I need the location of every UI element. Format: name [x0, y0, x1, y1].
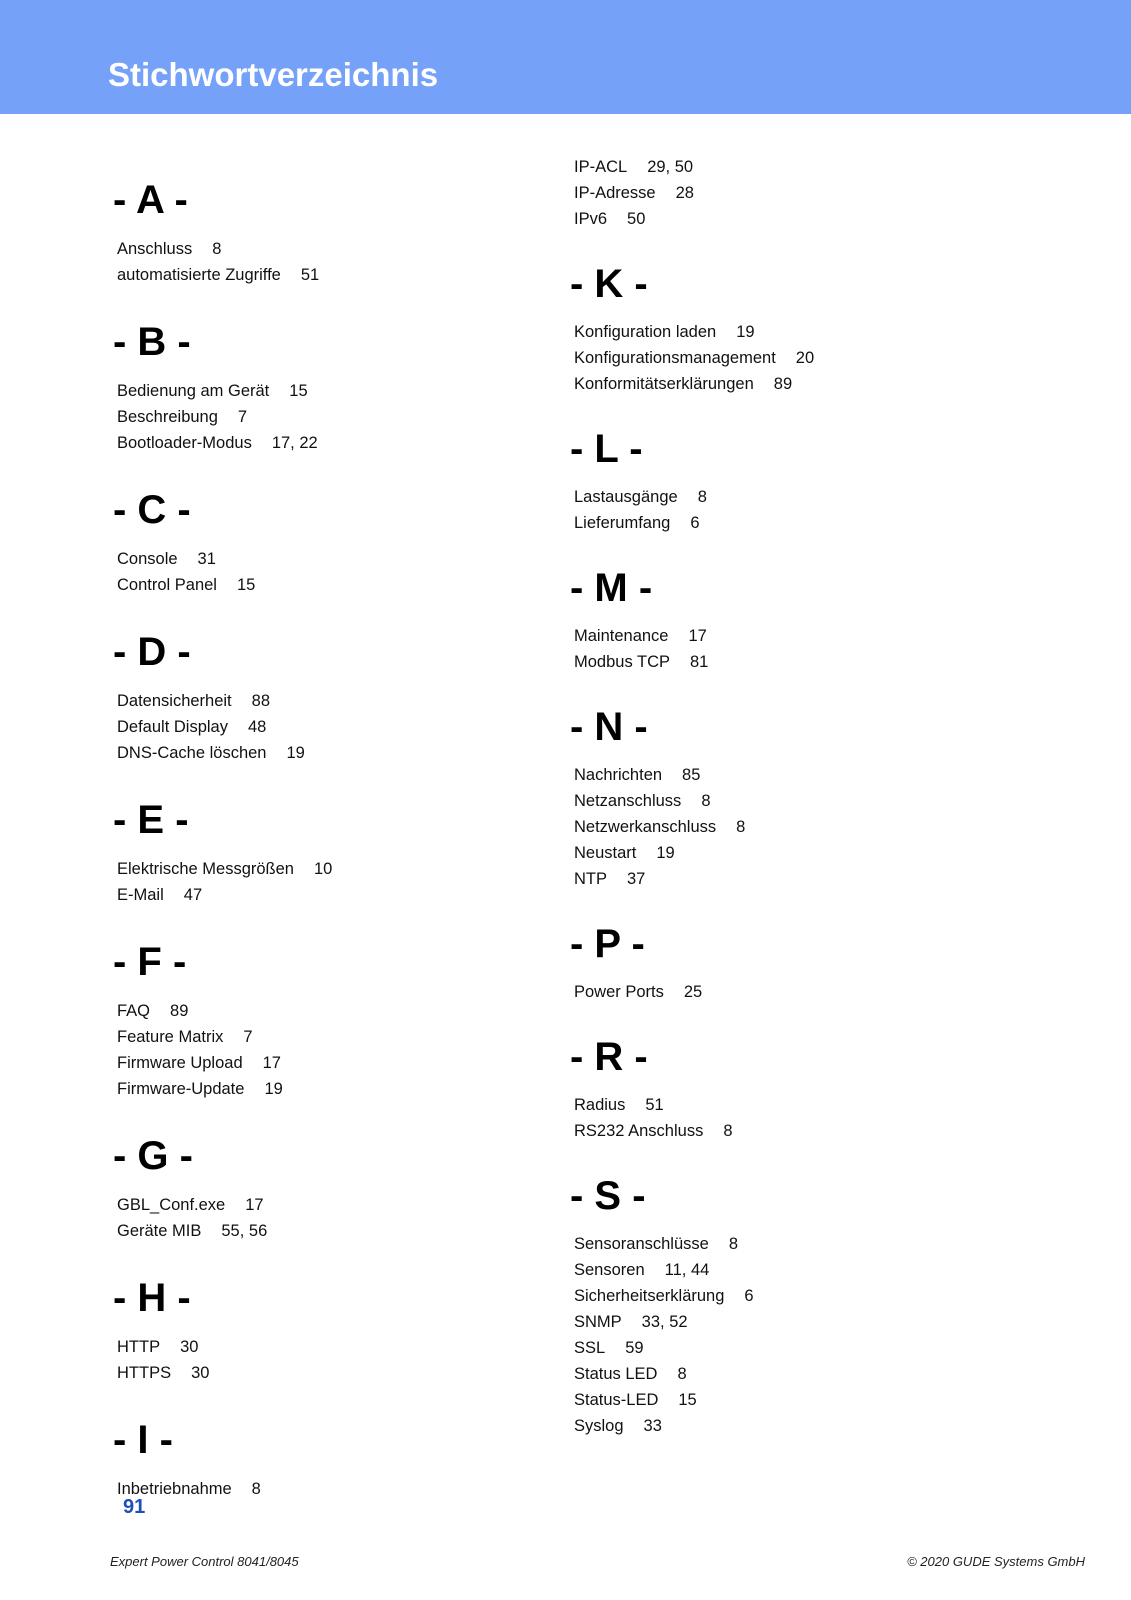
index-entry [574, 1413, 1000, 1439]
section-heading: - M - [570, 566, 653, 610]
index-entry [117, 1076, 543, 1102]
entry-pages: 28 [675, 184, 694, 202]
index-entry [574, 1361, 1000, 1387]
footer-product: Expert Power Control 8041/8045 [110, 1554, 299, 1569]
entry-term: Anschluss [117, 240, 193, 258]
entry-pages: 89 [170, 1002, 189, 1020]
entry-term: Syslog [574, 1417, 624, 1435]
index-entry [574, 206, 1000, 232]
entry-pages: 17 [688, 627, 707, 645]
section-heading: - L - [570, 427, 643, 471]
entry-pages: 7 [243, 1028, 253, 1046]
entry-list-continued [574, 154, 1000, 232]
entry-pages: 81 [690, 653, 709, 671]
entry-term: RS232 Anschluss [574, 1122, 704, 1140]
entry-pages: 8 [251, 1480, 261, 1498]
entry-pages: 20 [795, 349, 815, 367]
index-section-h [113, 1276, 543, 1386]
entry-pages: 10 [313, 860, 333, 878]
index-entry [117, 1024, 543, 1050]
entry-pages: 8 [677, 1365, 687, 1383]
entry-term: Firmware Upload [117, 1054, 243, 1072]
index-section-s [570, 1174, 1000, 1439]
entry-term: Lastausgänge [574, 488, 678, 506]
index-entry [574, 345, 1000, 371]
index-entry [117, 688, 543, 714]
entry-pages: 8 [697, 488, 707, 506]
section-heading: - G - [113, 1134, 193, 1178]
index-entry [117, 1192, 543, 1218]
entry-term: Netzwerkanschluss [574, 818, 717, 836]
header-band [0, 0, 1131, 114]
entry-pages: 15 [678, 1391, 697, 1409]
entry-term: Datensicherheit [117, 692, 232, 710]
index-section-i [113, 1418, 543, 1502]
entry-pages: 31 [197, 550, 216, 568]
entry-pages: 50 [627, 210, 646, 228]
index-entry [574, 180, 1000, 206]
entry-list [574, 623, 1000, 675]
entry-pages: 51 [645, 1096, 664, 1114]
entry-list [574, 1092, 1000, 1144]
entry-term: IPv6 [574, 210, 608, 228]
index-entry [574, 1283, 1000, 1309]
index-entry [574, 1092, 1000, 1118]
entry-term: Inbetriebnahme [117, 1480, 232, 1498]
index-entry [117, 378, 543, 404]
index-entry [574, 814, 1000, 840]
entry-term: Sensoranschlüsse [574, 1235, 709, 1253]
index-section-f [113, 940, 543, 1102]
entry-term: Beschreibung [117, 408, 218, 426]
entry-pages: 6 [744, 1287, 754, 1305]
entry-term: Konfiguration laden [574, 323, 717, 341]
entry-list [574, 1231, 1000, 1439]
index-entry [574, 510, 1000, 536]
entry-term: Modbus TCP [574, 653, 670, 671]
index-section-c [113, 488, 543, 598]
entry-list [574, 484, 1000, 536]
entry-term: Konformitätserklärungen [574, 375, 754, 393]
entry-term: SSL [574, 1339, 606, 1357]
entry-pages: 51 [300, 266, 320, 284]
entry-term: Netzanschluss [574, 792, 682, 810]
entry-term: Bootloader-Modus [117, 434, 252, 452]
index-entry [117, 1360, 543, 1386]
section-heading: - S - [570, 1174, 646, 1218]
entry-term: Elektrische Messgrößen [117, 860, 294, 878]
index-entry [574, 1335, 1000, 1361]
entry-pages: 37 [627, 870, 646, 888]
entry-term: automatisierte Zugriffe [117, 266, 281, 284]
entry-term: Geräte MIB [117, 1222, 202, 1240]
section-heading: - P - [570, 922, 645, 966]
entry-pages: 19 [286, 744, 305, 762]
index-entry [574, 1387, 1000, 1413]
entry-pages: 17 [262, 1054, 281, 1072]
entry-pages: 25 [683, 983, 703, 1001]
entry-list [117, 1476, 543, 1502]
entry-term: Firmware-Update [117, 1080, 245, 1098]
entry-term: Neustart [574, 844, 637, 862]
entry-pages: 19 [264, 1080, 283, 1098]
section-heading: - B - [113, 320, 191, 364]
page-title: Stichwortverzeichnis [108, 56, 439, 93]
entry-term: Status LED [574, 1365, 658, 1383]
entry-pages: 30 [191, 1364, 210, 1382]
index-section-r [570, 1035, 1000, 1144]
entry-pages: 33, 52 [641, 1313, 688, 1331]
entry-list [574, 979, 1000, 1005]
index-entry [117, 1334, 543, 1360]
entry-pages: 7 [237, 408, 248, 426]
entry-term: GBL_Conf.exe [117, 1196, 226, 1214]
entry-term: IP-ACL [574, 158, 628, 176]
entry-pages: 48 [247, 718, 267, 736]
index-entry [574, 840, 1000, 866]
entry-list [574, 319, 1000, 397]
entry-list [117, 378, 543, 456]
page-number: 91 [123, 1496, 146, 1518]
index-entry [117, 856, 543, 882]
entry-list [117, 998, 543, 1102]
entry-pages: 15 [236, 576, 256, 594]
index-section-m [570, 566, 1000, 675]
entry-pages: 88 [251, 692, 271, 710]
section-heading: - F - [113, 940, 187, 984]
section-heading: - H - [113, 1276, 191, 1320]
entry-pages: 6 [690, 514, 700, 532]
entry-pages: 29, 50 [647, 158, 694, 176]
entry-term: Control Panel [117, 576, 217, 594]
entry-term: Lieferumfang [574, 514, 671, 532]
entry-term: Default Display [117, 718, 228, 736]
index-entry [117, 882, 543, 908]
index-entry [117, 1476, 543, 1502]
entry-term: HTTP [117, 1338, 161, 1356]
section-heading: - I - [113, 1418, 173, 1462]
entry-term: Konfigurationsmanagement [574, 349, 776, 367]
entry-term: Power Ports [574, 983, 664, 1001]
entry-pages: 11, 44 [664, 1261, 710, 1279]
footer-copyright: © 2020 GUDE Systems GmbH [907, 1554, 1085, 1569]
entry-term: Sicherheitserklärung [574, 1287, 725, 1305]
entry-term: Feature Matrix [117, 1028, 224, 1046]
entry-term: Radius [574, 1096, 626, 1114]
index-section-p [570, 922, 1000, 1005]
index-entry [117, 1050, 543, 1076]
index-entry [574, 484, 1000, 510]
index-entry [117, 404, 543, 430]
entry-pages: 19 [656, 844, 675, 862]
index-entry [574, 1118, 1000, 1144]
entry-pages: 15 [289, 382, 308, 400]
index-entry [574, 1231, 1000, 1257]
index-entry [117, 572, 543, 598]
index-entry [574, 788, 1000, 814]
entry-pages: 17, 22 [271, 434, 318, 452]
index-section-g [113, 1134, 543, 1244]
entry-term: SNMP [574, 1313, 622, 1331]
section-heading: - R - [570, 1035, 648, 1079]
entry-term: IP-Adresse [574, 184, 656, 202]
index-entry [117, 1218, 543, 1244]
entry-pages: 89 [773, 375, 793, 393]
section-heading: - N - [570, 705, 648, 749]
entry-term: Sensoren [574, 1261, 645, 1279]
index-entry [117, 998, 543, 1024]
index-entry [574, 979, 1000, 1005]
entry-pages: 33 [643, 1417, 662, 1435]
entry-pages: 8 [728, 1235, 739, 1253]
index-entry [574, 649, 1000, 675]
entry-term: Status-LED [574, 1391, 659, 1409]
entry-pages: 19 [736, 323, 755, 341]
entry-pages: 8 [212, 240, 222, 258]
index-entry [574, 371, 1000, 397]
entry-list [117, 236, 543, 288]
entry-term: DNS-Cache löschen [117, 744, 267, 762]
entry-list [117, 688, 543, 766]
entry-list [117, 546, 543, 598]
index-entry [117, 740, 543, 766]
entry-list [117, 1334, 543, 1386]
index-entry [574, 623, 1000, 649]
entry-term: HTTPS [117, 1364, 172, 1382]
entry-pages: 55, 56 [221, 1222, 268, 1240]
entry-pages: 8 [723, 1122, 733, 1140]
entry-pages: 8 [701, 792, 711, 810]
index-entry [117, 430, 543, 456]
section-heading: - A - [113, 178, 188, 222]
index-section-l [570, 427, 1000, 536]
entry-pages: 8 [736, 818, 746, 836]
entry-list [574, 762, 1000, 892]
entry-term: Nachrichten [574, 766, 663, 784]
entry-pages: 59 [625, 1339, 644, 1357]
entry-pages: 85 [682, 766, 701, 784]
index-section-e [113, 798, 543, 908]
index-entry [574, 154, 1000, 180]
index-entry [117, 236, 543, 262]
entry-pages: 47 [183, 886, 203, 904]
index-section-b [113, 320, 543, 456]
index-entry [574, 762, 1000, 788]
section-heading: - E - [113, 798, 189, 842]
entry-list [117, 1192, 543, 1244]
entry-term: FAQ [117, 1002, 151, 1020]
index-section-d [113, 630, 543, 766]
index-entry [117, 262, 543, 288]
index-entry [117, 546, 543, 572]
index-right-column [570, 154, 1000, 1469]
index-section-a [113, 178, 543, 288]
entry-term: Console [117, 550, 178, 568]
section-heading: - D - [113, 630, 191, 674]
index-entry [574, 1309, 1000, 1335]
section-heading: - K - [570, 262, 648, 306]
section-heading: - C - [113, 488, 191, 532]
index-section-k [570, 262, 1000, 397]
index-section-n [570, 705, 1000, 892]
entry-term: Bedienung am Gerät [117, 382, 270, 400]
entry-list [117, 856, 543, 908]
entry-term: NTP [574, 870, 607, 888]
index-left-column [113, 178, 543, 1534]
index-entry [117, 714, 543, 740]
entry-pages: 30 [180, 1338, 199, 1356]
index-entry [574, 1257, 1000, 1283]
entry-term: E-Mail [117, 886, 164, 904]
entry-term: Maintenance [574, 627, 669, 645]
entry-pages: 17 [245, 1196, 264, 1214]
index-entry [574, 319, 1000, 345]
index-entry [574, 866, 1000, 892]
